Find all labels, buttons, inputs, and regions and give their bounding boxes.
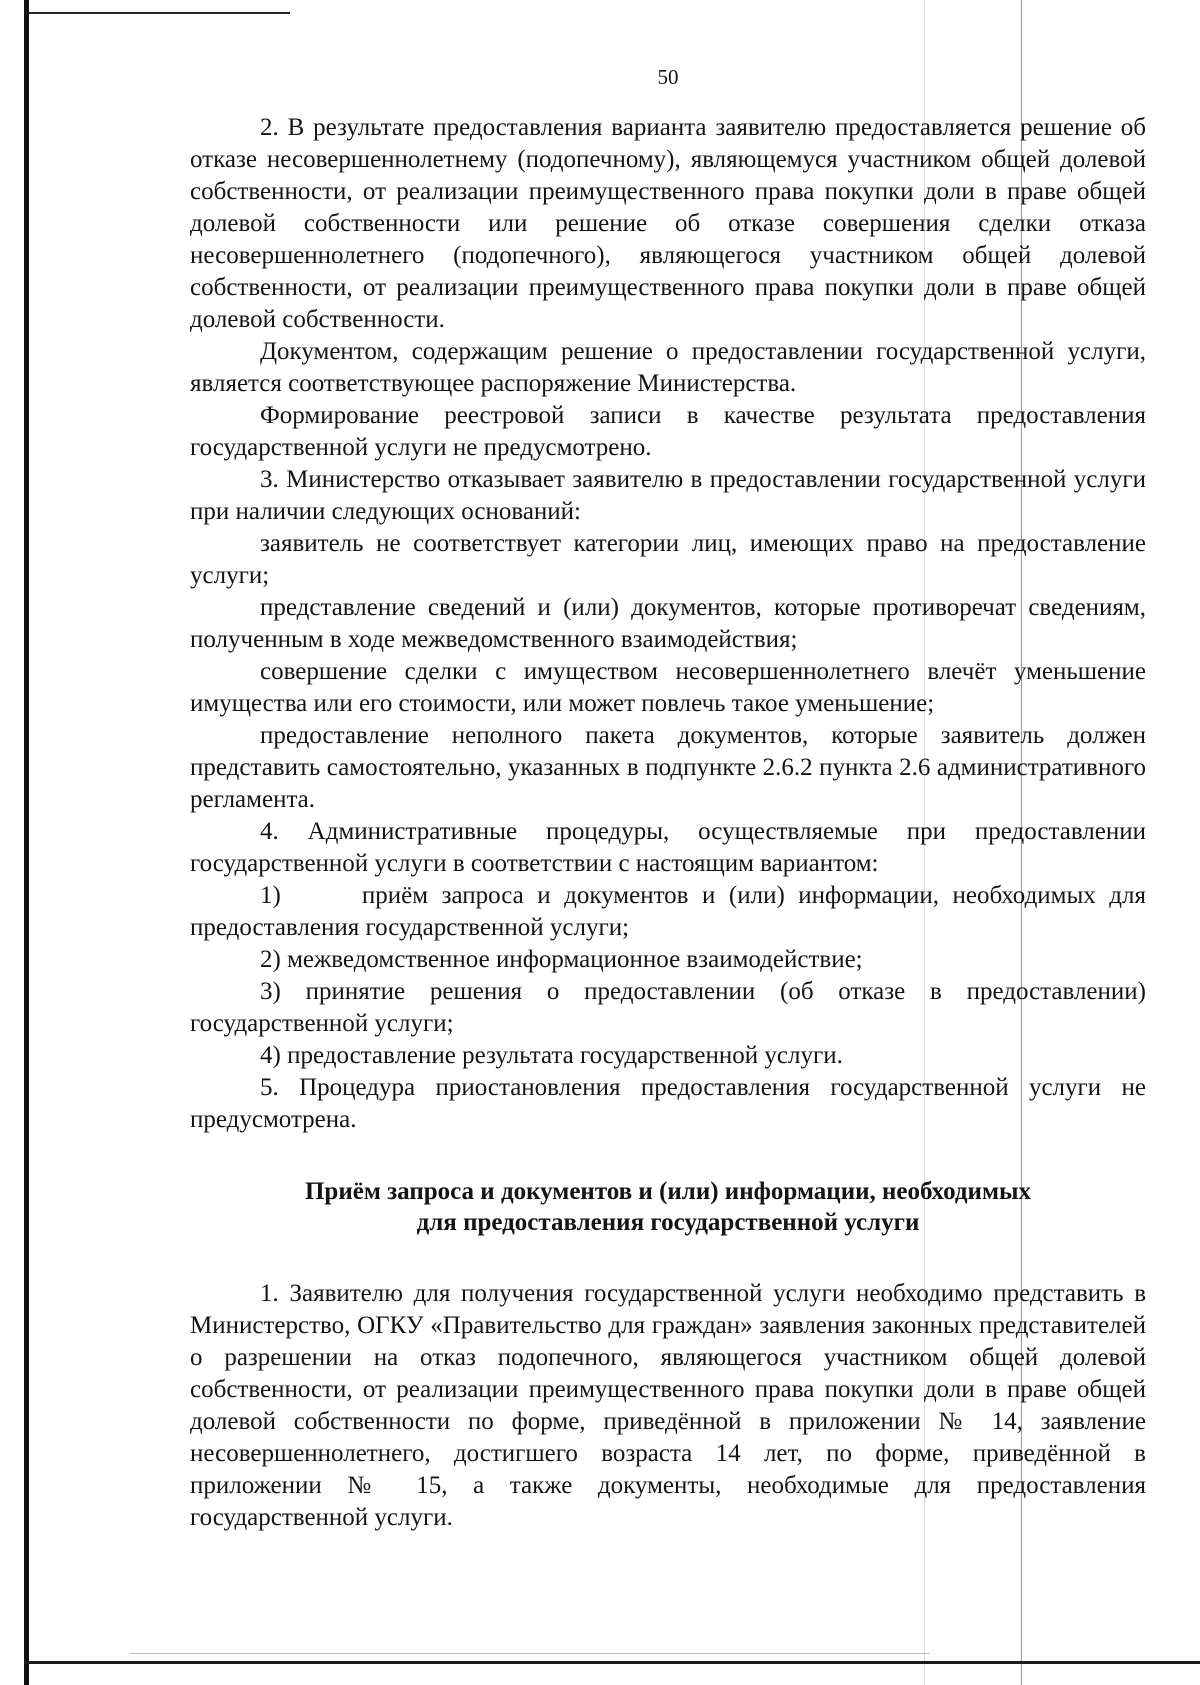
scan-edge-bottom bbox=[24, 1661, 1200, 1664]
list-item-procedure: 4) предоставление результата государственной услуги. bbox=[260, 1042, 843, 1069]
paragraph-applicant-documents: 1. Заявителю для получения государственной услуги необходимо представить в Министерство, ОГКУ «Правительство для граждан» заявления законных представителей о разрешении на отказ подопечного, являющегося участником общей долевой собственности, от реализации преимущественного права покупки доли в праве общей долевой собственности по форме, приведённой в приложении № 14, заявление несовершеннолетнего, достигшего возраста 14 лет, по форме, приведённой в приложении № 15, а также документы, необходимые для предоставления государственной услуги. bbox=[190, 1280, 1146, 1531]
page-number: 50 bbox=[657, 65, 679, 89]
scan-edge-bottom-faint bbox=[130, 1653, 930, 1654]
section-heading bbox=[190, 1176, 1146, 1238]
paragraph-decision-document: Документом, содержащим решение о предоставлении государственной услуги, является соответствующее распоряжение Министерства. bbox=[190, 338, 1146, 397]
list-item-refusal-ground: заявитель не соответствует категории лиц, имеющих право на предоставление услуги; bbox=[190, 530, 1146, 589]
list-item-procedure: 1) приём запроса и документов и (или) информации, необходимых для предоставления государственной услуги; bbox=[190, 882, 1146, 941]
section-heading-line: для предоставления государственной услуги bbox=[416, 1209, 920, 1236]
list-item-refusal-ground: совершение сделки с имуществом несовершеннолетнего влечёт уменьшение имущества или его стоимости, или может повлечь такое уменьшение; bbox=[190, 658, 1146, 717]
paragraph-suspension: 5. Процедура приостановления предоставления государственной услуги не предусмотрена. bbox=[190, 1074, 1146, 1133]
list-item-procedure: 2) межведомственное информационное взаимодействие; bbox=[260, 946, 863, 973]
section-heading-line: Приём запроса и документов и (или) информации, необходимых bbox=[304, 1178, 1031, 1205]
scan-edge-top bbox=[28, 12, 290, 14]
list-item-refusal-ground: предоставление неполного пакета документов, которые заявитель должен представить самостоятельно, указанных в подпункте 2.6.2 пункта 2.6 административного регламента. bbox=[190, 722, 1146, 813]
list-item-procedure: 3) принятие решения о предоставлении (об отказе в предоставлении) государственной услуги; bbox=[190, 978, 1146, 1037]
scan-edge-left bbox=[24, 0, 29, 1685]
paragraph-result: 2. В результате предоставления варианта заявителю предоставляется решение об отказе несовершеннолетнему (подопечному), являющемуся участником общей долевой собственности, от реализации преимущественного права покупки доли в праве общей долевой собственности или решение об отказе совершения сделки отказа несовершеннолетнего (подопечного), являющегося участником общей долевой собственности, от реализации преимущественного права покупки доли в праве общей долевой собственности. bbox=[190, 114, 1146, 333]
paragraph-admin-procedures: 4. Административные процедуры, осуществляемые при предоставлении государственной услуги в соответствии с настоящим вариантом: bbox=[190, 818, 1146, 877]
paragraph-refusal-grounds: 3. Министерство отказывает заявителю в предоставлении государственной услуги при наличии следующих оснований: bbox=[190, 466, 1146, 525]
paragraph-registry-record: Формирование реестровой записи в качестве результата предоставления государственной услуги не предусмотрено. bbox=[190, 402, 1146, 461]
list-item-refusal-ground: представление сведений и (или) документов, которые противоречат сведениям, полученным в ходе межведомственного взаимодействия; bbox=[190, 594, 1146, 653]
document-body bbox=[190, 112, 1146, 1534]
